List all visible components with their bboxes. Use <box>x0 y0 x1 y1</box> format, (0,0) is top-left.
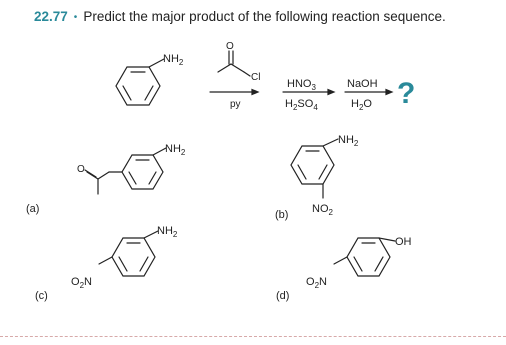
choice-b-structure <box>291 139 338 198</box>
problem-number: 22.77 <box>34 9 68 24</box>
choice-b-label: (b) <box>275 209 289 221</box>
step1-condition: py <box>230 99 241 110</box>
choice-c-nh2: $NH_2$ <box>157 225 178 239</box>
starting-material-aniline <box>116 59 164 105</box>
choice-a-carbonyl-o: O <box>77 164 85 175</box>
choice-b-nh2: $NH_2$ <box>338 134 359 148</box>
choice-d-oh: OH <box>395 236 412 248</box>
choice-d-o2n: $O_2N$ <box>306 276 327 290</box>
unknown-product-mark: ? <box>397 77 416 110</box>
choice-c-structure <box>99 231 158 276</box>
carbonyl-oxygen-label: O <box>226 41 234 52</box>
choice-a-structure <box>85 148 166 194</box>
choice-a-label: (a) <box>26 203 40 215</box>
bullet-icon: • <box>73 12 78 23</box>
choice-d-structure <box>334 238 395 276</box>
problem-text: Predict the major product of the following reaction sequence. <box>83 9 446 24</box>
reagent-acetyl-chloride <box>218 51 250 76</box>
choice-c-o2n: $O_2N$ <box>71 276 92 290</box>
step2-reagent-above: $HNO_3$ <box>287 78 316 92</box>
step3-reagent-above: NaOH <box>347 78 378 90</box>
reaction-arrows <box>210 90 392 95</box>
step3-reagent-below: $H_2O$ <box>351 98 372 112</box>
page-crop-border <box>0 336 506 337</box>
step2-reagent-below: $H_2SO_4$ <box>285 98 318 112</box>
nh2-label: $NH_2$ <box>163 53 184 67</box>
choice-c-label: (c) <box>35 290 48 302</box>
choice-a-nh2: $NH_2$ <box>165 143 186 157</box>
nh2-bond <box>149 59 164 67</box>
choice-b-no2: $NO_2$ <box>312 203 333 217</box>
chloride-label: Cl <box>251 72 261 83</box>
choice-d-label: (d) <box>276 290 290 302</box>
